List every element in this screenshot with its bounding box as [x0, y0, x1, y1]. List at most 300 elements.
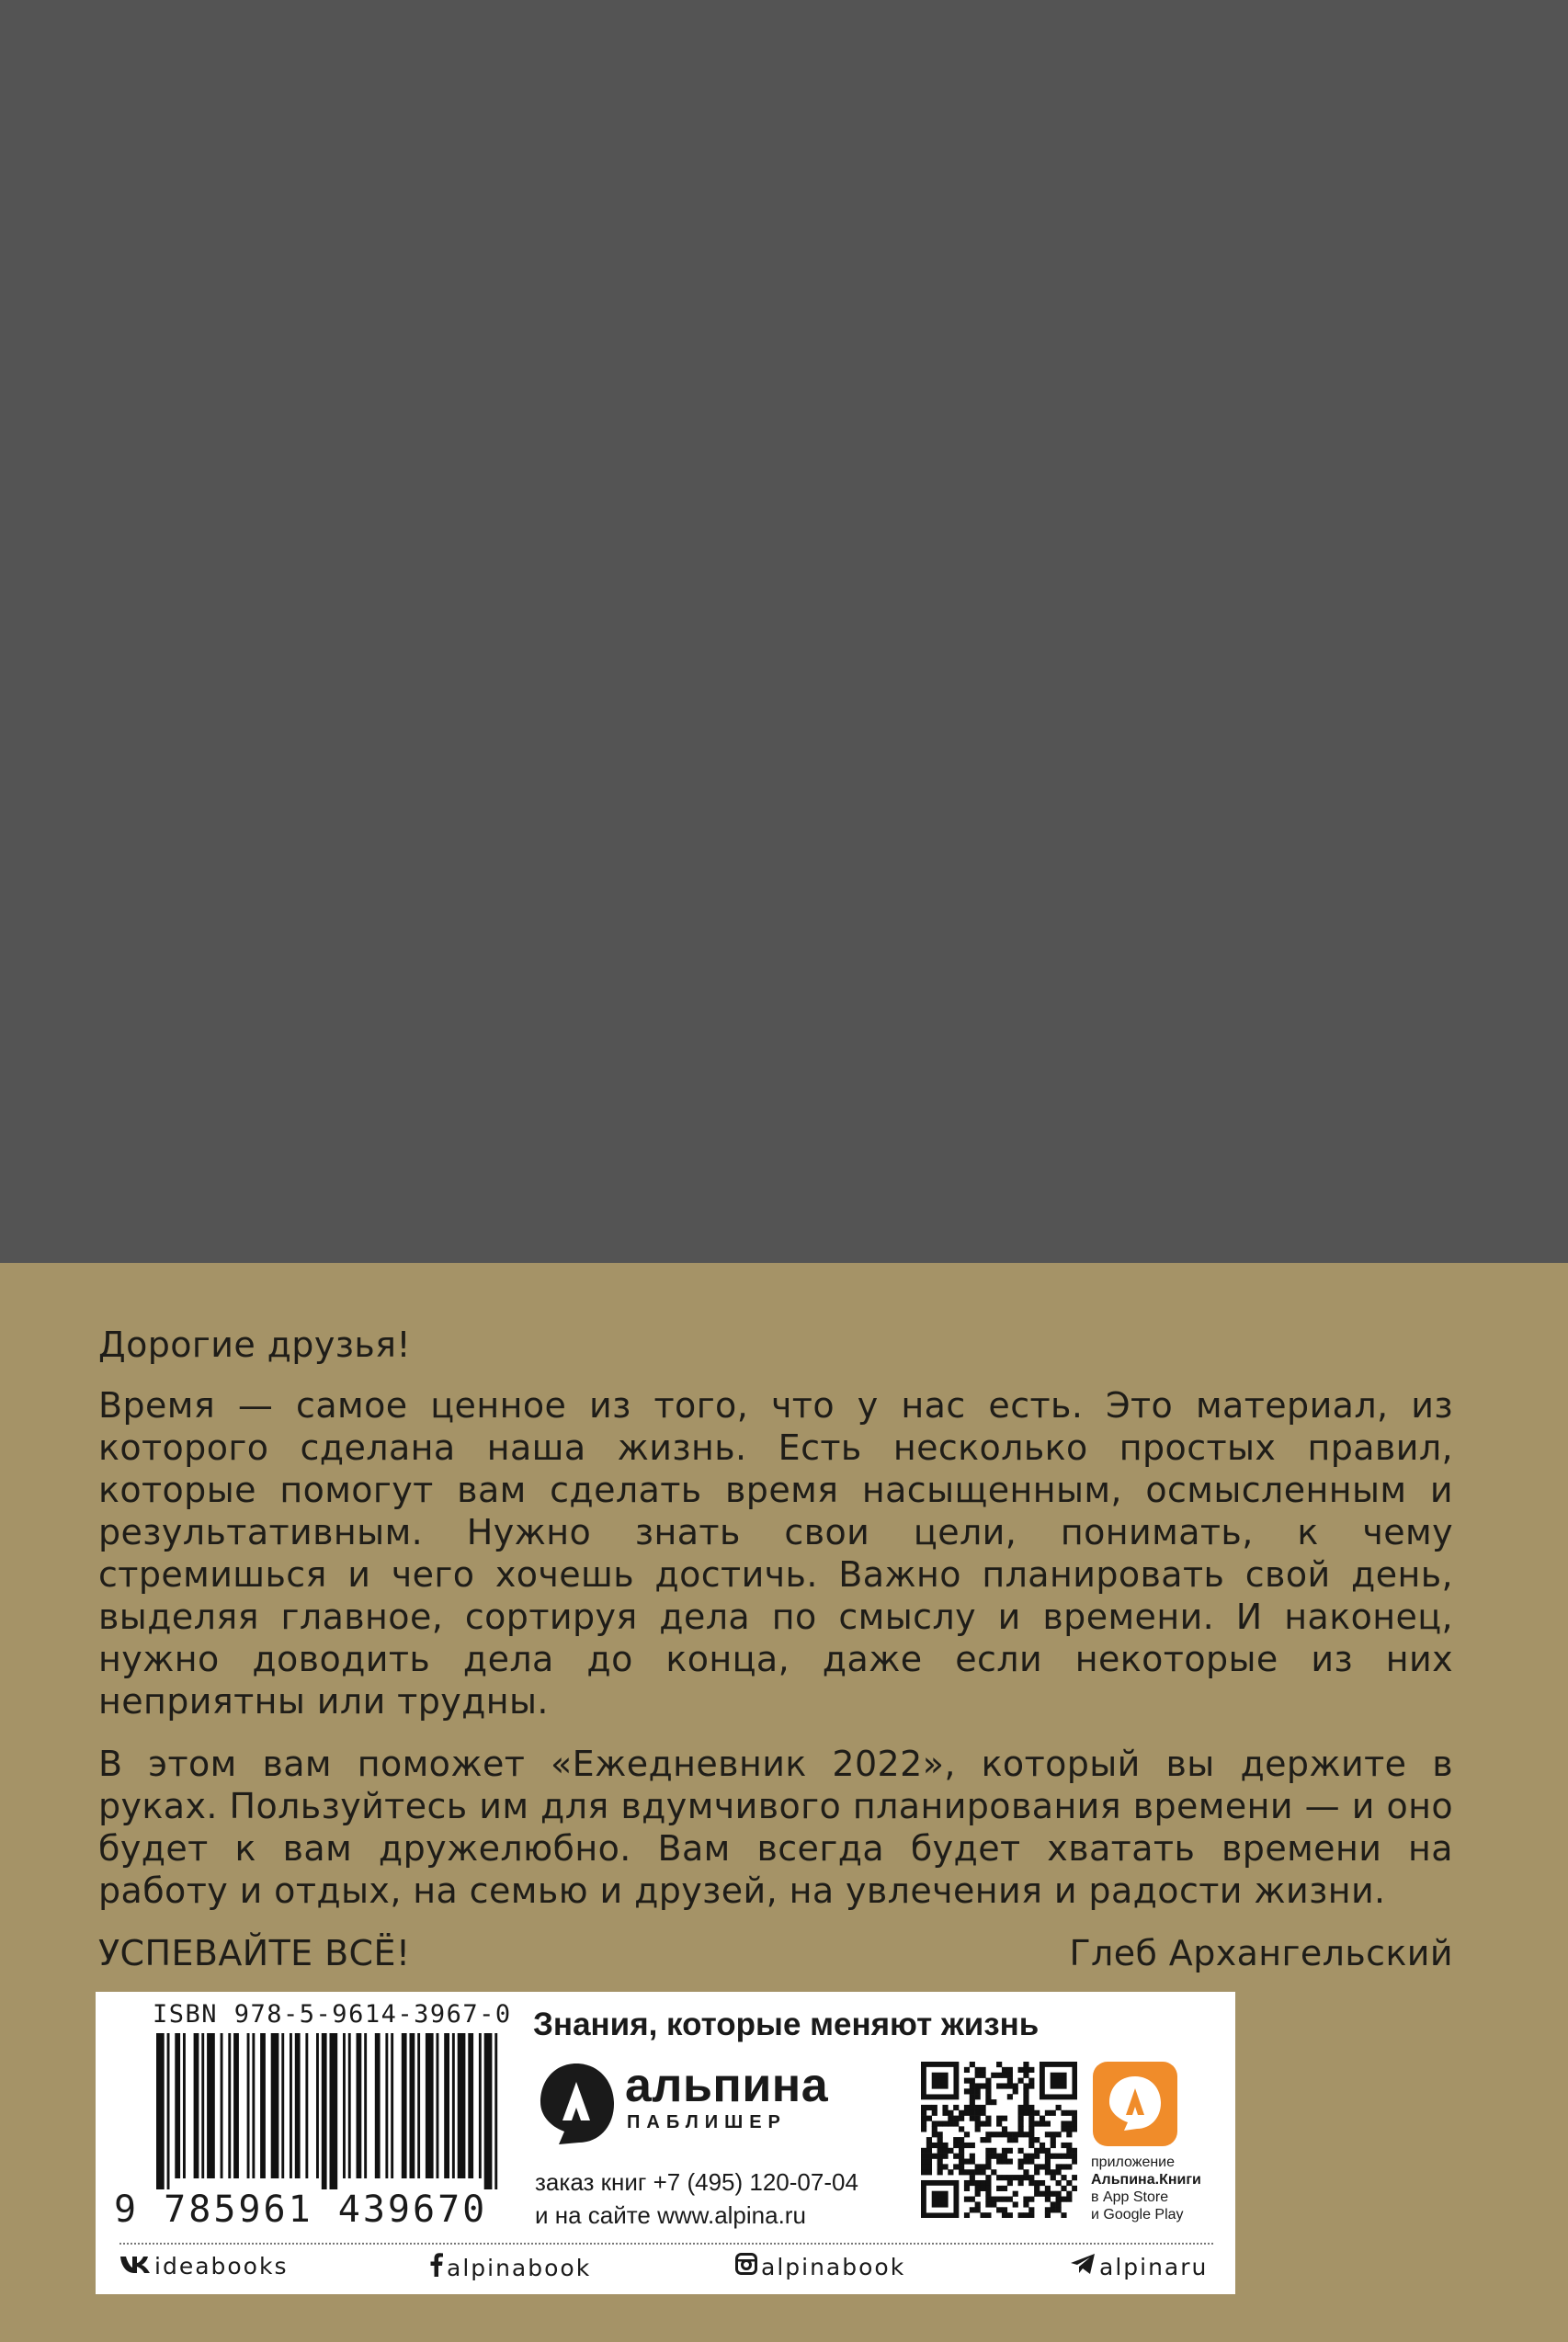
- barcode-bar: [402, 2033, 407, 2178]
- qr-module: [942, 2105, 948, 2110]
- barcode-bar: [221, 2033, 223, 2178]
- qr-module: [964, 2212, 970, 2218]
- qr-module: [980, 2180, 985, 2186]
- alpina-books-app-icon: [1093, 2062, 1177, 2146]
- barcode-bar: [194, 2033, 199, 2178]
- qr-module: [970, 2078, 975, 2084]
- brand-subtitle: ПАБЛИШЕР: [627, 2112, 787, 2132]
- qr-module: [996, 2197, 1002, 2202]
- qr-module: [964, 2110, 970, 2116]
- qr-module: [937, 2154, 943, 2159]
- qr-module: [991, 2197, 996, 2202]
- qr-module: [1023, 2110, 1028, 2116]
- qr-module: [1061, 2186, 1066, 2191]
- qr-module: [1061, 2110, 1066, 2116]
- qr-module: [996, 2154, 1002, 2159]
- qr-module: [1051, 2175, 1056, 2180]
- qr-module: [1034, 2120, 1040, 2126]
- qr-module: [1040, 2143, 1045, 2148]
- qr-module: [1066, 2110, 1072, 2116]
- qr-module: [975, 2116, 981, 2121]
- qr-module: [1034, 2148, 1040, 2154]
- qr-module: [921, 2148, 926, 2154]
- qr-module: [1023, 2067, 1028, 2073]
- qr-module: [1028, 2078, 1034, 2084]
- qr-module: [1002, 2154, 1007, 2159]
- qr-module: [1023, 2105, 1028, 2110]
- qr-module: [1023, 2083, 1028, 2088]
- qr-module: [948, 2148, 953, 2154]
- qr-module: [1007, 2180, 1013, 2186]
- qr-module: [953, 2154, 959, 2159]
- qr-module: [1040, 2180, 1045, 2186]
- qr-module: [985, 2159, 991, 2165]
- qr-module: [996, 2073, 1002, 2078]
- qr-module: [1066, 2126, 1072, 2132]
- qr-module: [970, 2110, 975, 2116]
- qr-module: [1066, 2148, 1072, 2154]
- qr-module: [975, 2073, 981, 2078]
- qr-module: [932, 2132, 937, 2137]
- barcode-bar: [348, 2033, 351, 2178]
- qr-module: [1018, 2159, 1024, 2165]
- qr-module: [985, 2197, 991, 2202]
- qr-module: [1013, 2088, 1018, 2094]
- qr-module: [1066, 2120, 1072, 2126]
- qr-module: [991, 2148, 996, 2154]
- qr-module: [1007, 2073, 1013, 2078]
- qr-module: [1028, 2110, 1034, 2116]
- qr-module: [996, 2159, 1002, 2165]
- slogan: Знания, которые меняют жизнь: [533, 2007, 1040, 2042]
- paragraph-2: В этом вам поможет «Ежедневник 2022», который вы держите в руках. Пользуйтесь им для вдумчивого планирования времени — и оно будет к вам дружелюбно. Вам всегда будет хватать времени на работу и отдых, на семью и друзей, на увлечения и радости жизни.: [98, 1744, 1453, 1911]
- qr-module: [926, 2137, 932, 2143]
- qr-module: [980, 2067, 985, 2073]
- qr-module: [1002, 2197, 1007, 2202]
- barcode-bar: [316, 2033, 319, 2178]
- qr-module: [1056, 2191, 1062, 2197]
- barcode-bar: [330, 2033, 338, 2189]
- qr-module: [1056, 2197, 1062, 2202]
- qr-module: [964, 2159, 970, 2165]
- qr-module: [1028, 2083, 1034, 2088]
- qr-module: [985, 2078, 991, 2084]
- qr-module: [942, 2164, 948, 2169]
- qr-module: [1007, 2159, 1013, 2165]
- qr-finder-core: [932, 2073, 949, 2089]
- qr-module: [1051, 2191, 1056, 2197]
- qr-module: [1018, 2175, 1024, 2180]
- qr-module: [1018, 2067, 1024, 2073]
- qr-module: [1045, 2212, 1051, 2218]
- qr-module: [1002, 2116, 1007, 2121]
- qr-module: [980, 2137, 985, 2143]
- qr-module: [970, 2094, 975, 2099]
- qr-module: [991, 2201, 996, 2207]
- qr-module: [1018, 2120, 1024, 2126]
- qr-module: [1007, 2094, 1013, 2099]
- qr-module: [1018, 2110, 1024, 2116]
- facebook-icon: [430, 2253, 443, 2282]
- qr-module: [1028, 2105, 1034, 2110]
- qr-module: [970, 2116, 975, 2121]
- barcode-bar: [375, 2033, 381, 2178]
- social-facebook[interactable]: [430, 2253, 591, 2282]
- qr-module: [959, 2169, 964, 2175]
- barcode-bar: [271, 2033, 279, 2178]
- qr-module: [970, 2062, 975, 2067]
- publisher-label: [96, 1992, 1235, 2294]
- barcode-bar: [494, 2033, 497, 2189]
- barcode: [153, 2033, 502, 2189]
- qr-module: [1072, 2148, 1077, 2154]
- qr-module: [1045, 2164, 1051, 2169]
- qr-module: [932, 2110, 937, 2116]
- brand-name: альпина: [625, 2059, 829, 2112]
- qr-module: [926, 2116, 932, 2121]
- qr-module: [953, 2105, 959, 2110]
- qr-module: [975, 2164, 981, 2169]
- social-handle: alpinabook: [761, 2253, 906, 2280]
- qr-module: [1028, 2197, 1034, 2202]
- social-handle: ideabooks: [154, 2253, 289, 2279]
- qr-module: [1056, 2169, 1062, 2175]
- qr-module: [1002, 2126, 1007, 2132]
- qr-module: [991, 2154, 996, 2159]
- qr-module: [1045, 2186, 1051, 2191]
- qr-module: [980, 2212, 985, 2218]
- qr-module: [1034, 2180, 1040, 2186]
- qr-module: [921, 2164, 926, 2169]
- barcode-bar: [252, 2033, 255, 2178]
- qr-module: [1013, 2083, 1018, 2088]
- qr-module: [1061, 2175, 1066, 2180]
- qr-module: [1066, 2154, 1072, 2159]
- barcode-digits: 9 785961 439670: [114, 2189, 488, 2231]
- barcode-bar: [385, 2033, 388, 2178]
- qr-module: [942, 2110, 948, 2116]
- qr-module: [1023, 2169, 1028, 2175]
- barcode-bar: [417, 2033, 420, 2178]
- qr-module: [1066, 2191, 1072, 2197]
- qr-module: [985, 2175, 991, 2180]
- qr-module: [959, 2159, 964, 2165]
- qr-module: [970, 2105, 975, 2110]
- qr-module: [996, 2132, 1002, 2137]
- qr-module: [980, 2169, 985, 2175]
- qr-module: [1045, 2191, 1051, 2197]
- qr-module: [964, 2180, 970, 2186]
- qr-module: [1066, 2197, 1072, 2202]
- qr-module: [996, 2120, 1002, 2126]
- qr-finder-core: [932, 2191, 949, 2208]
- qr-module: [985, 2120, 991, 2126]
- barcode-bar: [410, 2033, 415, 2178]
- barcode-bar: [167, 2033, 170, 2189]
- qr-module: [1023, 2154, 1028, 2159]
- qr-module: [1045, 2132, 1051, 2137]
- qr-module: [975, 2067, 981, 2073]
- qr-module: [1018, 2116, 1024, 2121]
- order-phone: заказ книг +7 (495) 120-07-04: [535, 2168, 858, 2196]
- qr-module: [1034, 2154, 1040, 2159]
- qr-module: [996, 2186, 1002, 2191]
- qr-module: [1051, 2201, 1056, 2207]
- qr-module: [1018, 2078, 1024, 2084]
- qr-module: [1051, 2110, 1056, 2116]
- barcode-bar: [295, 2033, 301, 2178]
- qr-module: [975, 2191, 981, 2197]
- barcode-bar: [175, 2033, 180, 2178]
- motto: УСПЕВАЙТЕ ВСЁ!: [98, 1933, 411, 1973]
- qr-module: [964, 2105, 970, 2110]
- qr-module: [959, 2116, 964, 2121]
- qr-module: [1072, 2120, 1077, 2126]
- qr-module: [970, 2154, 975, 2159]
- social-vk[interactable]: [119, 2253, 288, 2279]
- qr-module: [1028, 2207, 1034, 2212]
- qr-module: [980, 2120, 985, 2126]
- barcode-bar: [444, 2033, 449, 2178]
- qr-module: [942, 2143, 948, 2148]
- qr-module: [1018, 2180, 1024, 2186]
- qr-module: [1040, 2116, 1045, 2121]
- qr-module: [1028, 2120, 1034, 2126]
- qr-module: [1045, 2154, 1051, 2159]
- qr-module: [1051, 2207, 1056, 2212]
- greeting: Дорогие друзья!: [98, 1324, 412, 1365]
- qr-module: [970, 2175, 975, 2180]
- qr-module: [1045, 2207, 1051, 2212]
- qr-module: [1028, 2180, 1034, 2186]
- qr-module: [970, 2088, 975, 2094]
- qr-module: [985, 2099, 991, 2105]
- barcode-bar: [183, 2033, 186, 2178]
- qr-module: [1034, 2137, 1040, 2143]
- barcode-bar: [305, 2033, 308, 2178]
- qr-module: [996, 2116, 1002, 2121]
- qr-module: [1051, 2132, 1056, 2137]
- qr-module: [980, 2073, 985, 2078]
- alpina-logo-icon: [535, 2058, 618, 2150]
- qr-module: [932, 2105, 937, 2110]
- qr-module: [921, 2120, 926, 2126]
- qr-module: [926, 2159, 932, 2165]
- qr-module: [948, 2120, 953, 2126]
- qr-module: [1013, 2191, 1018, 2197]
- qr-module: [985, 2186, 991, 2191]
- qr-module: [921, 2126, 926, 2132]
- qr-module: [937, 2159, 943, 2165]
- isbn-number: ISBN 978-5-9614-3967-0: [153, 2000, 512, 2029]
- qr-module: [1013, 2201, 1018, 2207]
- qr-module: [1023, 2201, 1028, 2207]
- qr-module: [1018, 2164, 1024, 2169]
- qr-module: [975, 2088, 981, 2094]
- telegram-icon: [1070, 2253, 1096, 2280]
- qr-module: [1002, 2159, 1007, 2165]
- qr-module: [964, 2067, 970, 2073]
- qr-module: [1028, 2126, 1034, 2132]
- qr-module: [1002, 2212, 1007, 2218]
- qr-module: [1002, 2083, 1007, 2088]
- qr-module: [1013, 2137, 1018, 2143]
- qr-module: [985, 2094, 991, 2099]
- qr-module: [985, 2148, 991, 2154]
- qr-module: [985, 2191, 991, 2197]
- qr-module: [970, 2083, 975, 2088]
- qr-module: [959, 2148, 964, 2154]
- qr-module: [1061, 2154, 1066, 2159]
- qr-module: [985, 2116, 991, 2121]
- qr-module: [1066, 2132, 1072, 2137]
- qr-module: [953, 2116, 959, 2121]
- qr-module: [1056, 2132, 1062, 2137]
- qr-module: [964, 2169, 970, 2175]
- qr-code: [921, 2062, 1077, 2218]
- qr-module: [980, 2105, 985, 2110]
- qr-module: [1056, 2180, 1062, 2186]
- qr-module: [1007, 2148, 1013, 2154]
- barcode-bar: [207, 2033, 215, 2178]
- qr-module: [980, 2083, 985, 2088]
- social-instagram[interactable]: [735, 2253, 905, 2280]
- qr-module: [970, 2169, 975, 2175]
- barcode-bar: [322, 2033, 327, 2189]
- paragraph-1: Время — самое ценное из того, что у нас есть. Это материал, из которого сделана наша жизнь. Есть несколько простых правил, которые помогут вам сделать время насыщенным, осмысленным и результативным. Нужно знать свои цели, понимать, к чему стремишься и чего хочешь достичь. Важно планировать свой день, выделяя главное, сортируя дела по смыслу и времени. И наконец, нужно доводить дела до конца, даже если некоторые из них неприятны или трудны.: [98, 1385, 1453, 1722]
- qr-module: [1007, 2197, 1013, 2202]
- qr-module: [1002, 2067, 1007, 2073]
- qr-module: [980, 2186, 985, 2191]
- qr-module: [996, 2207, 1002, 2212]
- barcode-bar: [479, 2033, 482, 2178]
- qr-module: [1018, 2126, 1024, 2132]
- qr-module: [975, 2083, 981, 2088]
- app-caption-1: приложение: [1091, 2154, 1176, 2170]
- qr-module: [1045, 2169, 1051, 2175]
- barcode-bar: [437, 2033, 439, 2178]
- social-telegram[interactable]: [1070, 2253, 1208, 2280]
- signature-row: [98, 1932, 1453, 1974]
- qr-module: [1023, 2197, 1028, 2202]
- qr-module: [953, 2120, 959, 2126]
- qr-module: [1072, 2186, 1077, 2191]
- qr-module: [1002, 2132, 1007, 2137]
- qr-module: [948, 2169, 953, 2175]
- barcode-bar: [391, 2033, 393, 2178]
- qr-module: [953, 2143, 959, 2148]
- barcode-bar: [458, 2033, 466, 2178]
- qr-module: [991, 2073, 996, 2078]
- instagram-icon: [735, 2253, 757, 2280]
- qr-module: [1072, 2159, 1077, 2165]
- qr-module: [975, 2094, 981, 2099]
- qr-module: [937, 2143, 943, 2148]
- qr-module: [1007, 2067, 1013, 2073]
- qr-module: [1066, 2164, 1072, 2169]
- qr-module: [975, 2186, 981, 2191]
- qr-module: [964, 2078, 970, 2084]
- barcode-bar: [426, 2033, 434, 2178]
- qr-module: [1002, 2148, 1007, 2154]
- qr-module: [985, 2164, 991, 2169]
- qr-module: [953, 2137, 959, 2143]
- qr-module: [996, 2083, 1002, 2088]
- qr-module: [1056, 2164, 1062, 2169]
- barcode-bar: [201, 2033, 204, 2178]
- qr-module: [1018, 2105, 1024, 2110]
- qr-module: [1028, 2212, 1034, 2218]
- qr-module: [948, 2116, 953, 2121]
- qr-module: [1028, 2067, 1034, 2073]
- barcode-bar: [281, 2033, 284, 2178]
- qr-module: [1002, 2207, 1007, 2212]
- qr-module: [1072, 2175, 1077, 2180]
- qr-module: [1023, 2132, 1028, 2137]
- barcode-bar: [484, 2033, 493, 2189]
- qr-module: [1023, 2088, 1028, 2094]
- qr-module: [975, 2105, 981, 2110]
- qr-module: [980, 2110, 985, 2116]
- qr-module: [1034, 2110, 1040, 2116]
- barcode-bar: [233, 2033, 239, 2178]
- qr-module: [942, 2120, 948, 2126]
- qr-module: [985, 2154, 991, 2159]
- qr-module: [1023, 2094, 1028, 2099]
- barcode-bar: [364, 2033, 367, 2178]
- qr-module: [1066, 2143, 1072, 2148]
- qr-module: [1007, 2212, 1013, 2218]
- social-handle: alpinabook: [447, 2254, 592, 2281]
- qr-module: [959, 2137, 964, 2143]
- qr-module: [1007, 2132, 1013, 2137]
- qr-module: [937, 2120, 943, 2126]
- qr-module: [1061, 2143, 1066, 2148]
- qr-module: [937, 2137, 943, 2143]
- qr-module: [937, 2148, 943, 2154]
- qr-module: [1061, 2197, 1066, 2202]
- qr-module: [1013, 2175, 1018, 2180]
- qr-module: [985, 2180, 991, 2186]
- back-cover-text: [98, 1324, 1453, 1974]
- qr-module: [1007, 2078, 1013, 2084]
- qr-module: [1013, 2132, 1018, 2137]
- barcode-bar: [452, 2033, 455, 2178]
- qr-module: [921, 2169, 926, 2175]
- qr-module: [1045, 2120, 1051, 2126]
- qr-module: [959, 2154, 964, 2159]
- qr-module: [1040, 2120, 1045, 2126]
- qr-module: [975, 2120, 981, 2126]
- qr-module: [932, 2143, 937, 2148]
- vk-icon: [119, 2253, 151, 2279]
- app-caption-4: и Google Play: [1091, 2207, 1184, 2223]
- qr-module: [1072, 2116, 1077, 2121]
- qr-module: [1023, 2175, 1028, 2180]
- qr-module: [985, 2083, 991, 2088]
- qr-module: [970, 2207, 975, 2212]
- qr-module: [942, 2154, 948, 2159]
- barcode-bar: [260, 2033, 266, 2178]
- qr-module: [926, 2148, 932, 2154]
- qr-module: [1028, 2137, 1034, 2143]
- qr-module: [975, 2207, 981, 2212]
- qr-module: [970, 2099, 975, 2105]
- qr-module: [1045, 2159, 1051, 2165]
- qr-module: [921, 2154, 926, 2159]
- qr-module: [926, 2164, 932, 2169]
- qr-module: [985, 2137, 991, 2143]
